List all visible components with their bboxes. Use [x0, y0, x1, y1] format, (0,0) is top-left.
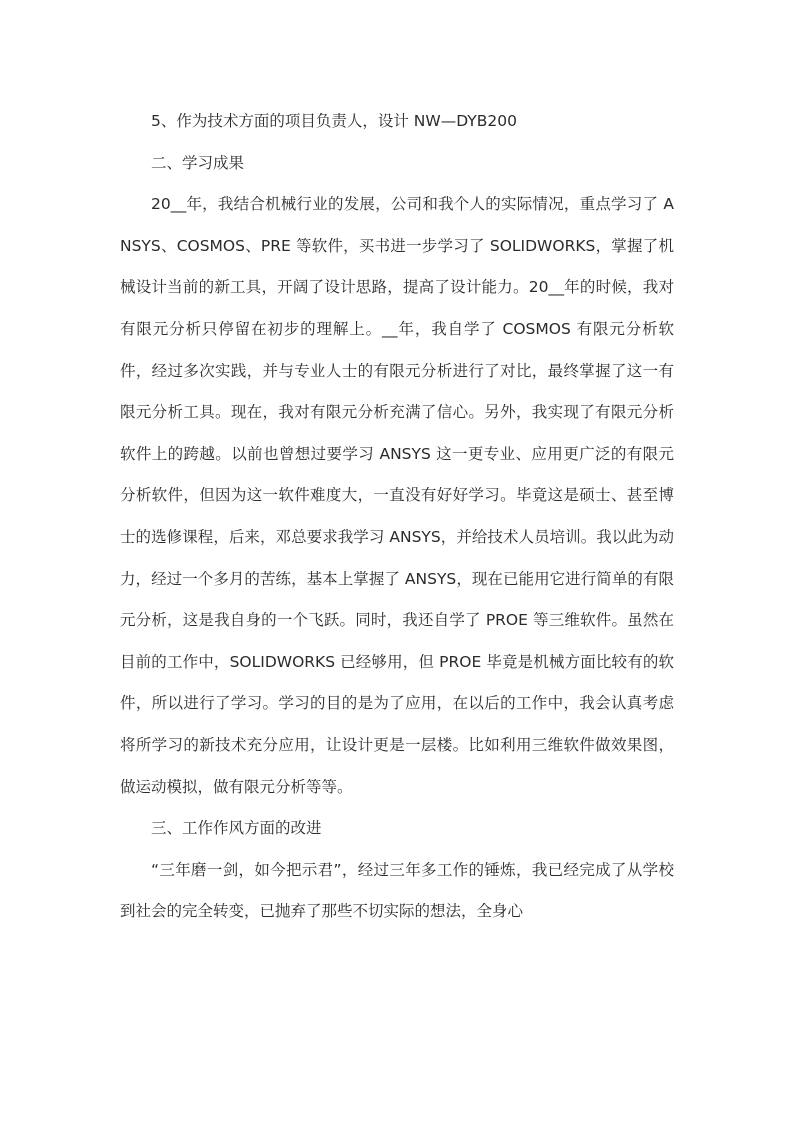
document-body	[120, 101, 674, 933]
section-heading-work-style: 三、工作作风方面的改进	[151, 819, 322, 838]
section-heading-learning-results: 二、学习成果	[151, 153, 245, 172]
paragraph-learning-results: 20__年，我结合机械行业的发展，公司和我个人的实际情况，重点学习了 ANSYS、COSMOS、PRE 等软件，买书进一步学习了 SOLIDWORKS，掌握了机械设计当前的新工具，开阔了设计思路，提高了设计能力。20__年的时候，我对有限元分析只停留在初步的理解上。__年，我自学了 COSMOS 有限元分析软件，经过多次实践，并与专业人士的有限元分析进行了对比，最终掌握了这一有限元分析工具。现在，我对有限元分析充满了信心。另外，我实现了有限元分析软件上的跨越。以前也曾想过要学习 ANSYS 这一更专业、应用更广泛的有限元分析软件，但因为这一软件难度大，一直没有好好学习。毕竟这是硕士、甚至博士的选修课程，后来，邓总要求我学习 ANSYS，并给技术人员培训。我以此为动力，经过一个多月的苦练，基本上掌握了 ANSYS，现在已能用它进行简单的有限元分析，这是我自身的一个飞跃。同时，我还自学了 PROE 等三维软件。虽然在目前的工作中，SOLIDWORKS 已经够用，但 PROE 毕竟是机械方面比较有的软件，所以进行了学习。学习的目的是为了应用，在以后的工作中，我会认真考虑将所学习的新技术充分应用，让设计更是一层楼。比如利用三维软件做效果图，做运动模拟，做有限元分析等等。	[120, 195, 674, 796]
paragraph-work-style: “三年磨一剑，如今把示君”，经过三年多工作的锤炼，我已经完成了从学校到社会的完全转变，已抛弃了那些不切实际的想法，全身心	[120, 860, 674, 921]
paragraph-item-5-project-lead: 5、作为技术方面的项目负责人，设计 NW—DYB200	[151, 112, 517, 130]
